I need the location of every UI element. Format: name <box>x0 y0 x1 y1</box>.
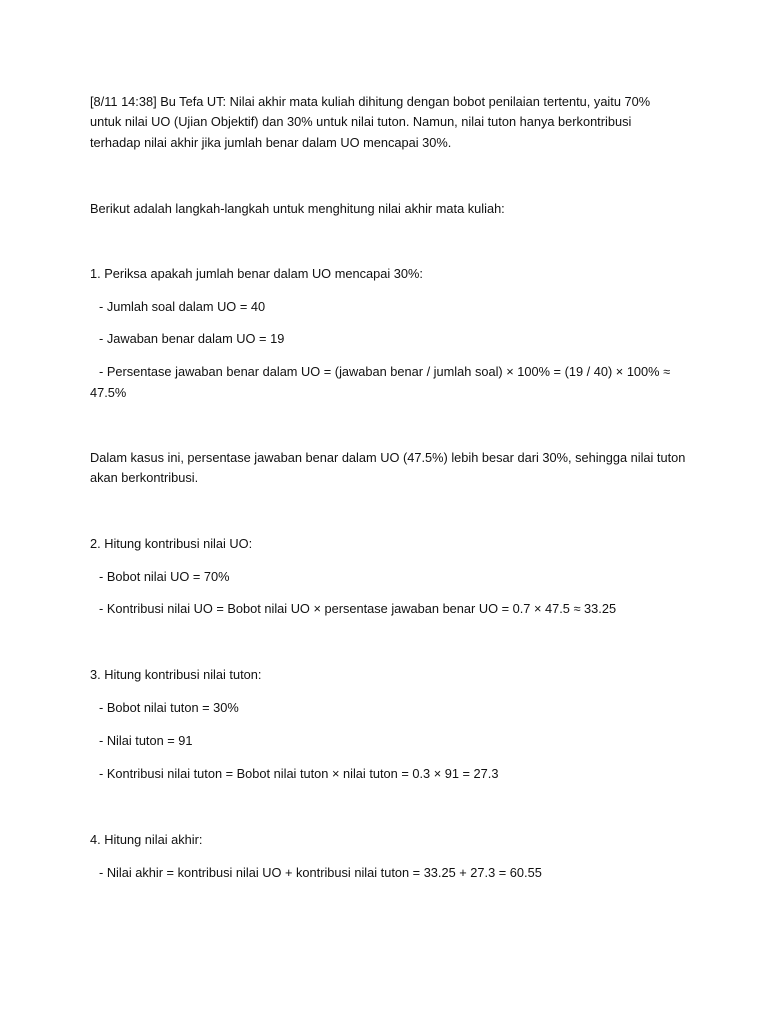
step2-item-2: - Kontribusi nilai UO = Bobot nilai UO × persentase jawaban benar UO = 0.7 × 47.5 ≈ 33.25 <box>99 601 617 616</box>
step2-item-1: - Bobot nilai UO = 70% <box>99 569 230 584</box>
step2-heading: 2. Hitung kontribusi nilai UO: <box>90 536 253 551</box>
case-line-2: akan berkontribusi. <box>90 470 199 485</box>
step3-item-2: - Nilai tuton = 91 <box>99 733 193 748</box>
step1-item-1: - Jumlah soal dalam UO = 40 <box>99 299 266 314</box>
step3-item-1: - Bobot nilai tuton = 30% <box>99 700 239 715</box>
step3-heading: 3. Hitung kontribusi nilai tuton: <box>90 667 262 682</box>
step1-item-3: - Persentase jawaban benar dalam UO = (jawaban benar / jumlah soal) × 100% = (19 / 40) × 100% ≈ <box>99 364 671 379</box>
case-line-1: Dalam kasus ini, persentase jawaban benar dalam UO (47.5%) lebih besar dari 30%, sehingga nilai tuton <box>90 450 686 465</box>
step4-item-1: - Nilai akhir = kontribusi nilai UO + kontribusi nilai tuton = 33.25 + 27.3 = 60.55 <box>99 865 542 880</box>
step3-item-3: - Kontribusi nilai tuton = Bobot nilai tuton × nilai tuton = 0.3 × 91 = 27.3 <box>99 766 499 781</box>
lead-text: Berikut adalah langkah-langkah untuk menghitung nilai akhir mata kuliah: <box>90 201 505 216</box>
step1-heading: 1. Periksa apakah jumlah benar dalam UO mencapai 30%: <box>90 266 423 281</box>
step4-heading: 4. Hitung nilai akhir: <box>90 832 203 847</box>
intro-line-1: [8/11 14:38] Bu Tefa UT: Nilai akhir mata kuliah dihitung dengan bobot penilaian tertentu, yaitu 70% <box>90 94 651 109</box>
intro-line-2: untuk nilai UO (Ujian Objektif) dan 30% untuk nilai tuton. Namun, nilai tuton hanya berkontribusi <box>90 114 632 129</box>
step1-item-2: - Jawaban benar dalam UO = 19 <box>99 331 285 346</box>
step1-item-3-cont: 47.5% <box>90 385 127 400</box>
intro-line-3: terhadap nilai akhir jika jumlah benar dalam UO mencapai 30%. <box>90 135 452 150</box>
